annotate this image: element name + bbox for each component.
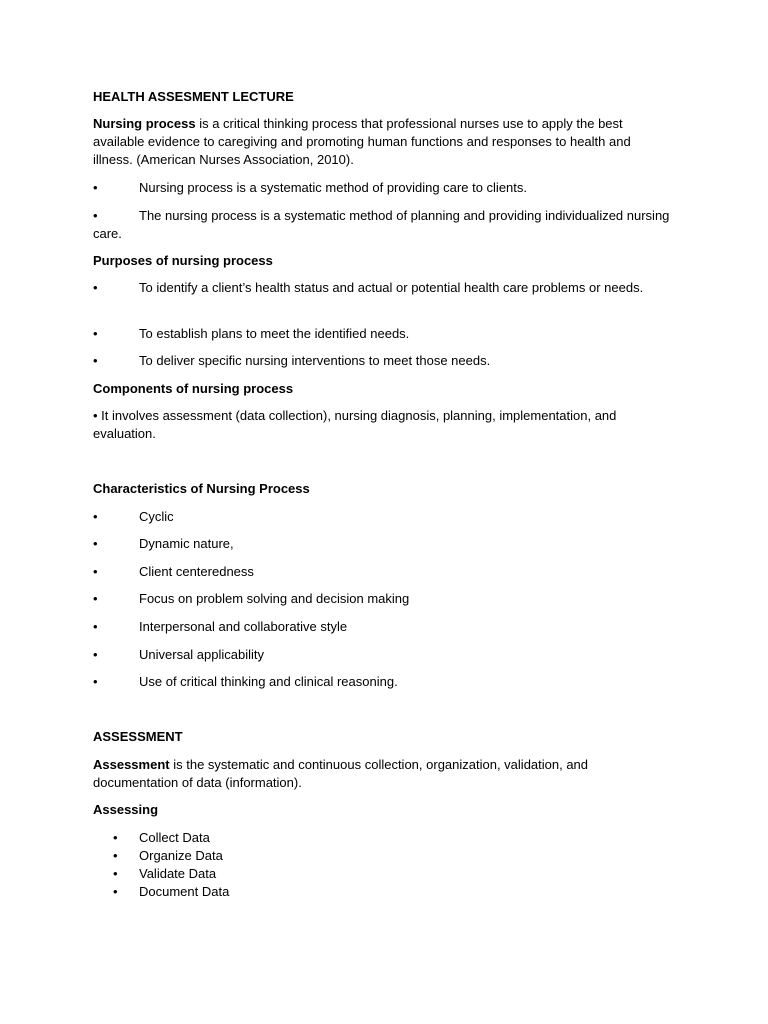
assessment-text: is the systematic and continuous collection, organization, validation, and documentation of data (information).: [93, 757, 589, 790]
assessing-step: [113, 847, 413, 865]
characteristic-text: Focus on problem solving and decision making: [139, 591, 410, 606]
purpose-text: To establish plans to meet the identified needs.: [139, 326, 410, 341]
purpose-item: [93, 352, 673, 370]
bullet-icon: •: [93, 280, 98, 295]
assessing-step-text: Collect Data: [139, 830, 210, 845]
bullet-icon: •: [93, 509, 98, 524]
bullet-icon: •: [93, 647, 98, 662]
characteristic-text: Interpersonal and collaborative style: [139, 619, 348, 634]
assessing-step: [113, 865, 413, 883]
assessment-term: Assessment: [93, 757, 170, 772]
characteristic-item: [93, 618, 673, 636]
assessing-step-text: Document Data: [139, 884, 230, 899]
definition-item: [93, 179, 673, 197]
purposes-heading: Purposes of nursing process: [93, 253, 273, 268]
characteristic-item: [93, 646, 673, 664]
assessing-step: [113, 883, 413, 901]
purpose-text: To deliver specific nursing interventions to meet those needs.: [139, 353, 491, 368]
characteristic-item: [93, 508, 673, 526]
assessing-step: [113, 829, 413, 847]
assessment-heading: ASSESSMENT: [93, 729, 183, 744]
assessment-paragraph: [93, 756, 673, 792]
bullet-icon: •: [93, 619, 98, 634]
components-text: • It involves assessment (data collection), nursing diagnosis, planning, implementation, and evaluation.: [93, 408, 617, 441]
intro-term: Nursing process: [93, 116, 196, 131]
bullet-icon: •: [93, 208, 98, 223]
definition-text: The nursing process is a systematic method of planning and providing individualized nursing care.: [93, 208, 670, 241]
characteristic-item: [93, 563, 673, 581]
characteristic-text: Client centeredness: [139, 564, 254, 579]
document-title: HEALTH ASSESMENT LECTURE: [93, 89, 294, 104]
purpose-item: [93, 279, 673, 297]
bullet-icon: •: [113, 848, 118, 863]
assessing-step-text: Validate Data: [139, 866, 217, 881]
bullet-icon: •: [93, 674, 98, 689]
bullet-icon: •: [93, 353, 98, 368]
bullet-icon: •: [93, 536, 98, 551]
assessing-steps-list: [113, 829, 413, 901]
bullet-icon: •: [93, 180, 98, 195]
characteristic-item: [93, 673, 673, 691]
characteristic-text: Use of critical thinking and clinical reasoning.: [139, 674, 398, 689]
assessing-heading: Assessing: [93, 802, 159, 817]
bullet-icon: •: [113, 830, 118, 845]
bullet-icon: •: [93, 564, 98, 579]
characteristic-text: Dynamic nature,: [139, 536, 234, 551]
definition-item: [93, 207, 673, 243]
characteristic-item: [93, 535, 673, 553]
characteristic-text: Universal applicability: [139, 647, 264, 662]
characteristic-text: Cyclic: [139, 509, 174, 524]
purpose-item: [93, 325, 673, 343]
characteristic-item: [93, 590, 673, 608]
bullet-icon: •: [93, 591, 98, 606]
bullet-icon: •: [93, 326, 98, 341]
characteristics-heading: Characteristics of Nursing Process: [93, 481, 310, 496]
purpose-text: To identify a client’s health status and actual or potential health care problems or needs.: [139, 280, 644, 295]
assessing-step-text: Organize Data: [139, 848, 223, 863]
bullet-icon: •: [113, 866, 118, 881]
definition-text: Nursing process is a systematic method of providing care to clients.: [139, 180, 528, 195]
components-heading: Components of nursing process: [93, 381, 294, 396]
intro-text: is a critical thinking process that professional nurses use to apply the best available evidence to caregiving and promoting human functions and responses to health and illness. (American Nurses Association, 2010).: [93, 116, 631, 167]
intro-paragraph: [93, 115, 673, 169]
bullet-icon: •: [113, 884, 118, 899]
